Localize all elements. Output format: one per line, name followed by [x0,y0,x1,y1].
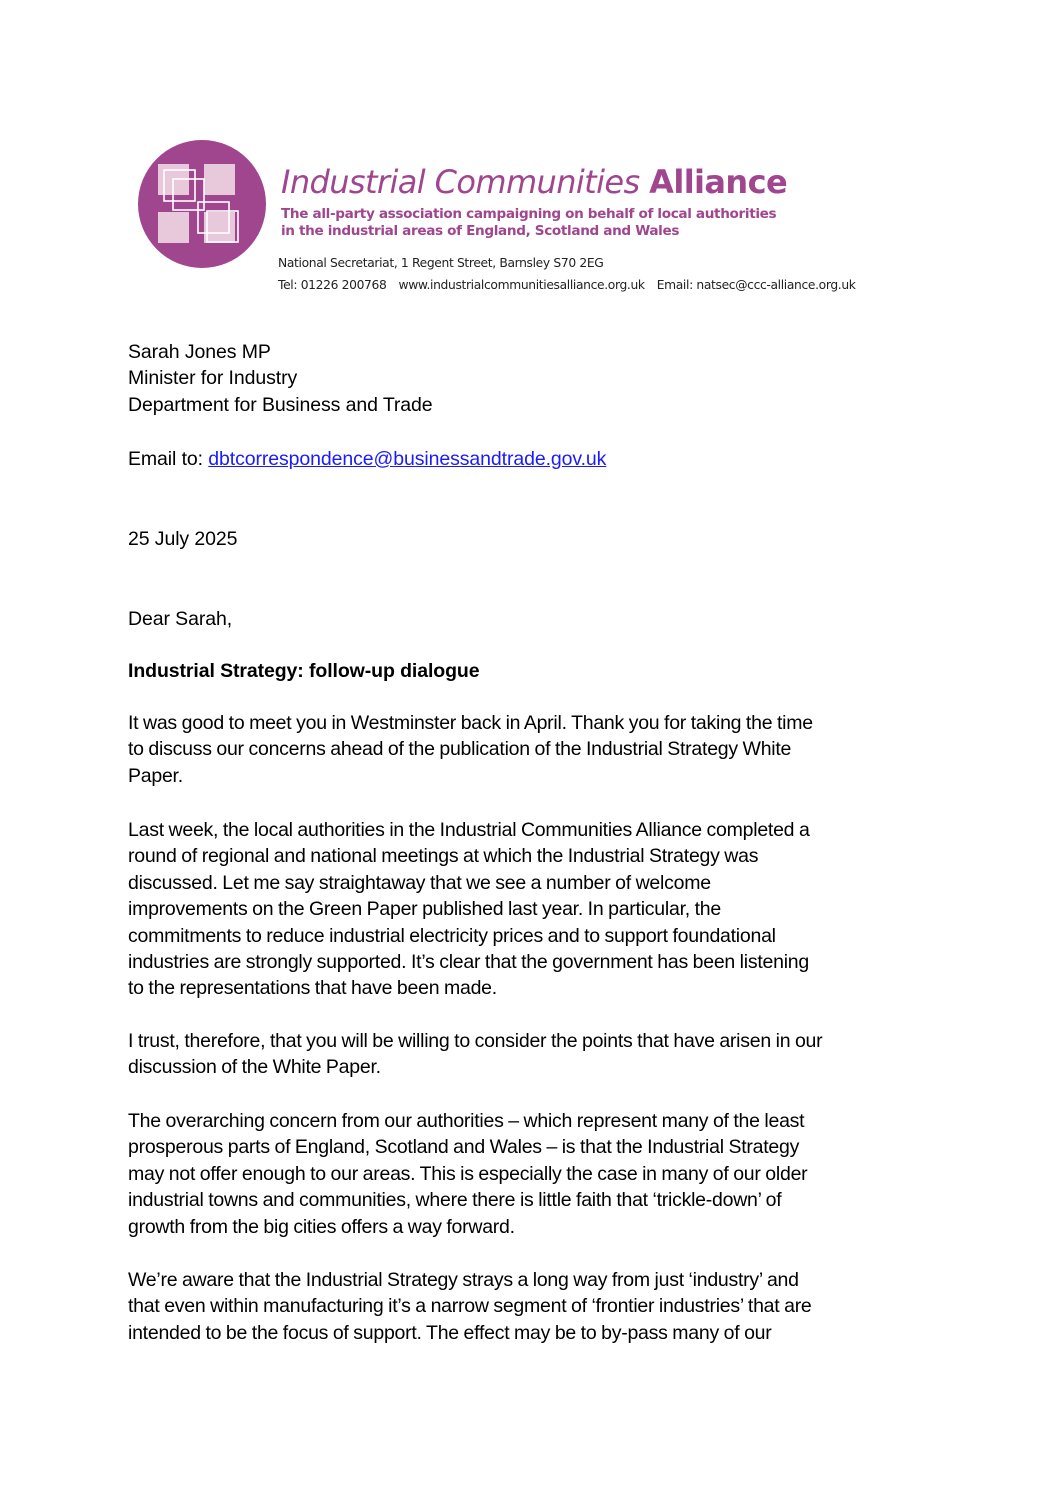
paragraph-1 [128,710,928,789]
paragraph-line: I trust, therefore, that you will be willing to consider the points that have arisen in our [128,1030,823,1052]
tagline-line: in the industrial areas of England, Scotland and Wales [281,223,680,239]
organisation-tagline [281,206,776,240]
paragraph-line: It was good to meet you in Westminster back in April. Thank you for taking the time [128,712,813,734]
paragraph-line: discussed. Let me say straightaway that we see a number of welcome [128,871,711,894]
recipient-department: Department for Business and Trade [128,393,433,416]
paragraph-4 [128,1108,928,1240]
email-to-label: Email to: [128,448,209,470]
paragraph-line: commitments to reduce industrial electricity prices and to support foundational [128,924,776,947]
organisation-name-bold: Alliance [649,163,788,201]
paragraph-line: to discuss our concerns ahead of the publication of the Industrial Strategy White [128,738,792,761]
paragraph-line: industrial towns and communities, where there is little faith that ‘trickle-down’ of [128,1189,782,1212]
paragraph-2 [128,817,928,1002]
email-to-line [128,446,928,472]
letter-subject: Industrial Strategy: follow-up dialogue [128,660,480,682]
paragraph-line: round of regional and national meetings at which the Industrial Strategy was [128,845,759,868]
organisation-website: www.industrialcommunitiesalliance.org.uk [398,278,645,292]
paragraph-line: improvements on the Green Paper published last year. In particular, the [128,898,721,921]
paragraph-line: The overarching concern from our authorities – which represent many of the least [128,1110,805,1132]
paragraph-line: intended to be the focus of support. The effect may be to by-pass many of our [128,1321,772,1344]
letter-date: 25 July 2025 [128,528,238,550]
interlocking-squares-logo-icon [137,139,267,269]
paragraph-line: prosperous parts of England, Scotland and Wales – is that the Industrial Strategy [128,1136,800,1159]
organisation-tel: Tel: 01226 200768 [278,278,387,292]
paragraph-line: growth from the big cities offers a way forward. [128,1215,515,1238]
organisation-email: Email: natsec@ccc-alliance.org.uk [656,278,856,292]
paragraph-line: may not offer enough to our areas. This is especially the case in many of our older [128,1162,808,1185]
paragraph-line: that even within manufacturing it’s a narrow segment of ‘frontier industries’ that are [128,1295,812,1318]
paragraph-line: We’re aware that the Industrial Strategy strays a long way from just ‘industry’ and [128,1269,799,1291]
organisation-address: National Secretariat, 1 Regent Street, Barnsley S70 2EG [278,256,604,270]
paragraph-line: Paper. [128,764,183,787]
contact-line [278,274,856,296]
recipient-block [128,339,928,418]
organisation-name-italic: Industrial Communities [281,163,640,201]
paragraph-5 [128,1267,928,1346]
recipient-name: Sarah Jones MP [128,341,271,363]
email-to-link[interactable]: dbtcorrespondence@businessandtrade.gov.uk [208,448,607,470]
recipient-title: Minister for Industry [128,367,298,390]
paragraph-line: Last week, the local authorities in the Industrial Communities Alliance completed a [128,819,810,841]
organisation-contact [278,252,856,296]
paragraph-line: discussion of the White Paper. [128,1056,381,1079]
paragraph-3 [128,1028,928,1081]
paragraph-line: to the representations that have been made. [128,977,497,1000]
paragraph-line: industries are strongly supported. It’s clear that the government has been listening [128,951,809,974]
tagline-line: The all-party association campaigning on behalf of local authorities [281,206,777,222]
organisation-name [281,160,787,204]
salutation: Dear Sarah, [128,608,233,630]
